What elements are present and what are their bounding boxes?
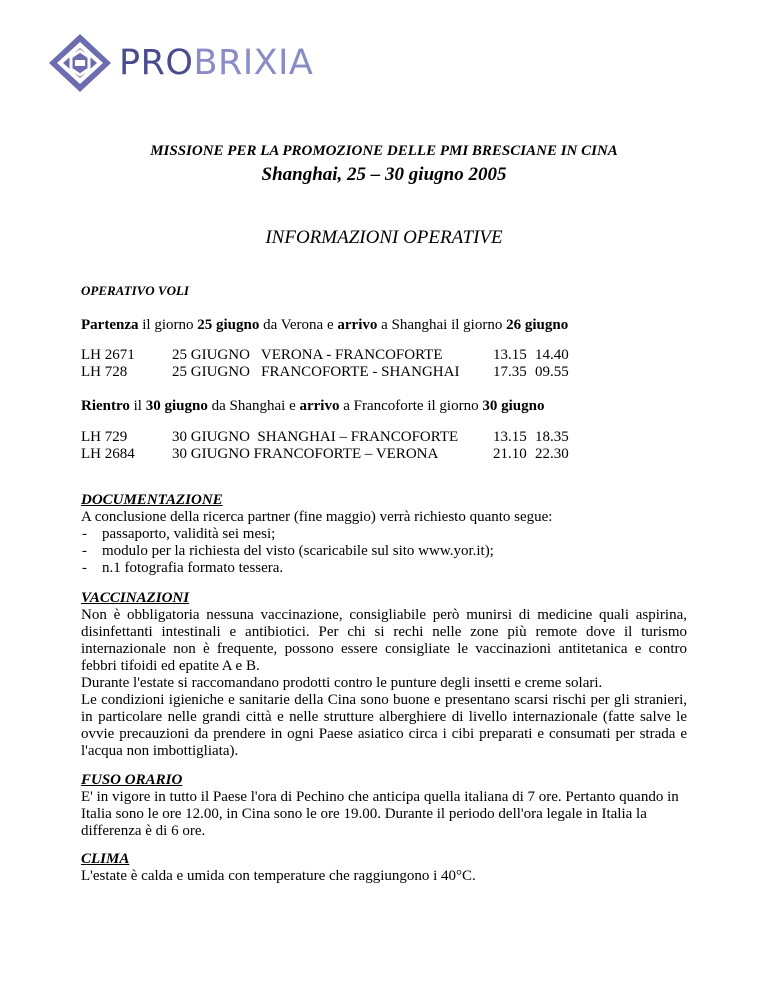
return-p4: da Shanghai e xyxy=(207,398,300,414)
flight-departure: 13.15 xyxy=(493,347,527,363)
return-p7: 30 giugno xyxy=(482,398,545,414)
return-summary xyxy=(81,398,544,415)
return-p2: il xyxy=(129,398,146,414)
flight-route: 25 GIUGNO VERONA - FRANCOFORTE xyxy=(172,347,443,363)
fuso-orario-section xyxy=(81,772,693,840)
logo-text xyxy=(119,42,314,83)
return-p6: a Francoforte il giorno xyxy=(339,398,483,414)
clima-text: L'estate è calda e umida con temperature che raggiungono i 40°C. xyxy=(81,868,476,884)
list-item: - passaporto, validità sei mesi; xyxy=(81,526,552,543)
flight-code: LH 729 xyxy=(81,429,128,445)
documentazione-heading: DOCUMENTAZIONE xyxy=(81,492,223,508)
document-title: INFORMAZIONI OPERATIVE xyxy=(265,227,503,248)
outbound-p6: a Shanghai il giorno xyxy=(377,317,507,333)
flight-route: 30 GIUGNO FRANCOFORTE – VERONA xyxy=(172,446,439,462)
logo-text-brixia: BRIXIA xyxy=(193,42,314,83)
flight-arrival: 22.30 xyxy=(535,446,569,462)
flight-code: LH 2671 xyxy=(81,347,135,363)
flight-departure: 17.35 xyxy=(493,364,527,380)
probrixia-diamond-logo-icon xyxy=(47,33,113,93)
flight-row xyxy=(81,347,621,364)
outbound-p1: Partenza xyxy=(81,317,139,333)
outbound-flights-table xyxy=(81,347,621,381)
logo xyxy=(47,33,313,93)
flight-arrival: 14.40 xyxy=(535,347,569,363)
outbound-p7: 26 giugno xyxy=(506,317,569,333)
list-item: - n.1 fotografia formato tessera. xyxy=(81,560,552,577)
mission-title: MISSIONE PER LA PROMOZIONE DELLE PMI BRESCIANE IN CINA xyxy=(150,143,618,159)
documentazione-section xyxy=(81,492,552,577)
outbound-summary xyxy=(81,317,568,334)
flight-departure: 13.15 xyxy=(493,429,527,445)
flight-code: LH 2684 xyxy=(81,446,135,462)
outbound-p2: il giorno xyxy=(138,317,198,333)
flight-code: LH 728 xyxy=(81,364,128,380)
logo-text-pro: PRO xyxy=(119,42,194,83)
clima-heading: CLIMA xyxy=(81,851,130,867)
outbound-p3: 25 giugno xyxy=(197,317,260,333)
fuso-orario-text: E' in vigore in tutto il Paese l'ora di Pechino che anticipa quella italiana di 7 ore. Pertanto quando in Italia sono le ore 12.00, in Cina sono le ore 19.00. Durante il periodo dell'ora legale in Italia la differenza è di 6 ore. xyxy=(81,789,679,839)
flight-row xyxy=(81,364,621,381)
documentazione-list xyxy=(81,526,552,577)
return-flights-table xyxy=(81,429,621,463)
operativo-voli-heading: OPERATIVO VOLI xyxy=(81,283,189,298)
return-p5: arrivo xyxy=(299,398,340,414)
flight-departure: 21.10 xyxy=(493,446,527,462)
fuso-orario-heading: FUSO ORARIO xyxy=(81,772,183,788)
vaccinazioni-paragraph-2: Durante l'estate si raccomandano prodotti contro le punture degli insetti e creme solari. xyxy=(81,675,603,691)
flight-row xyxy=(81,429,621,446)
flight-route: 25 GIUGNO FRANCOFORTE - SHANGHAI xyxy=(172,364,460,380)
return-p1: Rientro xyxy=(81,398,130,414)
vaccinazioni-paragraph-1: Non è obbligatoria nessuna vaccinazione, consigliabile però munirsi di medicine quali aspirina, disinfettanti intestinali e antibiotici. Per chi si rechi nelle zone più remote dove il turismo internazionale non è frequente, possono essere consigliate le vaccinazioni antitetanica e contro febbri tifoidi ed epatite A e B. xyxy=(81,607,687,674)
mission-location-dates: Shanghai, 25 – 30 giugno 2005 xyxy=(261,164,507,185)
flight-row xyxy=(81,446,621,463)
flight-route: 30 GIUGNO SHANGHAI – FRANCOFORTE xyxy=(172,429,459,445)
outbound-p4: da Verona e xyxy=(259,317,338,333)
clima-section xyxy=(81,851,476,885)
list-item: - modulo per la richiesta del visto (scaricabile sul sito www.yor.it); xyxy=(81,543,552,560)
documentazione-intro: A conclusione della ricerca partner (fine maggio) verrà richiesto quanto segue: xyxy=(81,509,553,525)
vaccinazioni-paragraph-3: Le condizioni igieniche e sanitarie della Cina sono buone e presentano scarsi rischi per gli stranieri, in particolare nelle grandi città e nelle strutture alberghiere di livello internazionale (fatte salve le ovvie precauzioni da prendere in ogni Paese asiatico circa i cibi preparati e consumati per strada e l'acqua non imbottigliata). xyxy=(81,692,687,759)
outbound-p5: arrivo xyxy=(337,317,378,333)
vaccinazioni-section xyxy=(81,590,687,760)
vaccinazioni-heading: VACCINAZIONI xyxy=(81,590,190,606)
flight-arrival: 18.35 xyxy=(535,429,569,445)
return-p3: 30 giugno xyxy=(145,398,208,414)
flight-arrival: 09.55 xyxy=(535,364,569,380)
